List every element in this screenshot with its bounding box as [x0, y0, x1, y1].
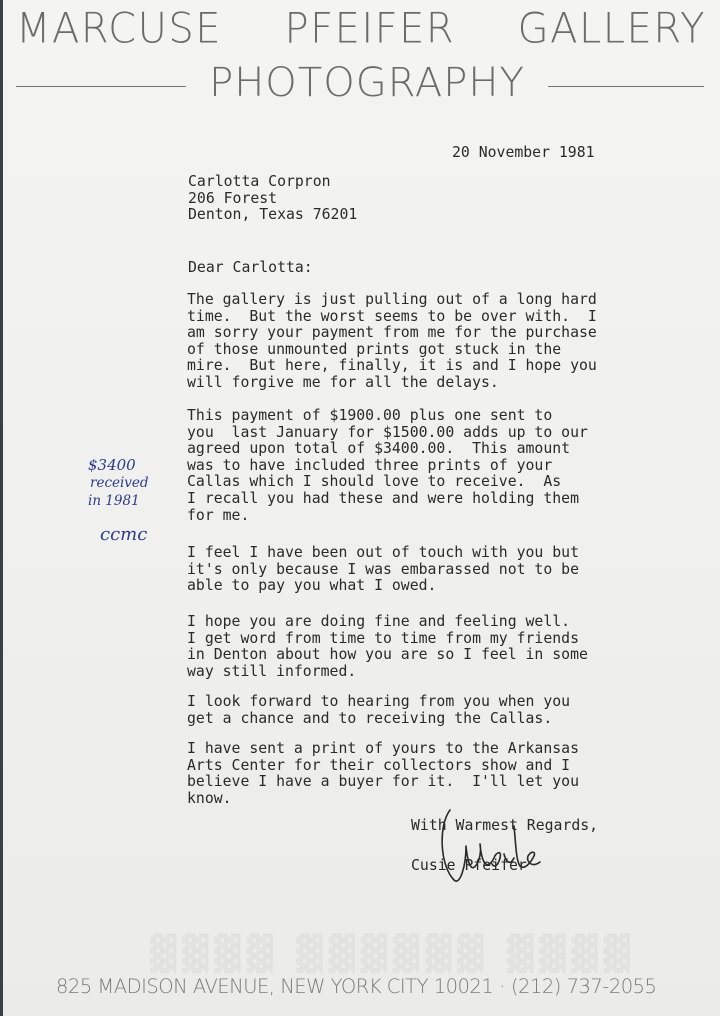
note-amount: $3400	[88, 456, 136, 474]
gallery-name: MARCUSE PFEIFER GALLERY	[16, 4, 706, 54]
paragraph-4: I hope you are doing fine and feeling well. I get word from time to time from my friends in Denton about how you are so I feel in some way still informed.	[187, 613, 588, 680]
letterhead-footer	[56, 975, 666, 998]
salutation: Dear Carlotta:	[188, 259, 313, 276]
note-received: received	[90, 475, 149, 491]
recipient-address: Carlotta Corpron 206 Forest Denton, Texas 76201	[188, 173, 358, 224]
page-edge	[0, 0, 3, 1016]
signature-stroke	[442, 810, 540, 881]
paragraph-6: I have sent a print of yours to the Arkansas Arts Center for their collectors show and I believe I have a buyer for it. I'll let you know.	[187, 740, 579, 807]
signature-image	[436, 796, 556, 888]
handwritten-initials: ccmc	[100, 524, 148, 545]
letterhead-subtitle-row	[16, 60, 704, 104]
signer-name: Cusie Pfeifer	[411, 857, 527, 874]
handwritten-note	[88, 456, 168, 510]
subtitle-rule-left	[16, 86, 186, 87]
paragraph-1: The gallery is just pulling out of a long hard time. But the worst seems to be over with. I am sorry your payment from me for the purchase of those unmounted prints got stuck in the mire. But here, finally, it is and I hope you will forgive me for all the delays.	[187, 291, 597, 391]
paragraph-5: I look forward to hearing from you when you get a chance and to receiving the Callas.	[187, 693, 571, 727]
gallery-subtitle: PHOTOGRAPHY	[209, 60, 525, 106]
paragraph-3: I feel I have been out of touch with you but it's only because I was embarassed not to be able to pay you what I owed.	[187, 544, 579, 595]
closing: With Warmest Regards,	[411, 817, 599, 834]
gallery-address: 825 MADISON AVENUE, NEW YORK CITY 10021	[56, 975, 494, 998]
gallery-phone: (212) 737-2055	[510, 975, 657, 998]
note-year: in 1981	[88, 493, 140, 509]
watermark-band: ▓▓▓▓ ▓▓▓▓▓▓ ▓▓▓▓	[150, 934, 636, 974]
footer-separator: ·	[499, 975, 505, 998]
paragraph-2: This payment of $1900.00 plus one sent to you last January for $1500.00 adds up to our agreed upon total of $3400.00. This amount was to have included three prints of your Callas which I should love to receive. As I recall you had these and were holding them for me.	[187, 407, 588, 524]
letter-date: 20 November 1981	[452, 144, 595, 161]
subtitle-rule-right	[548, 86, 704, 87]
